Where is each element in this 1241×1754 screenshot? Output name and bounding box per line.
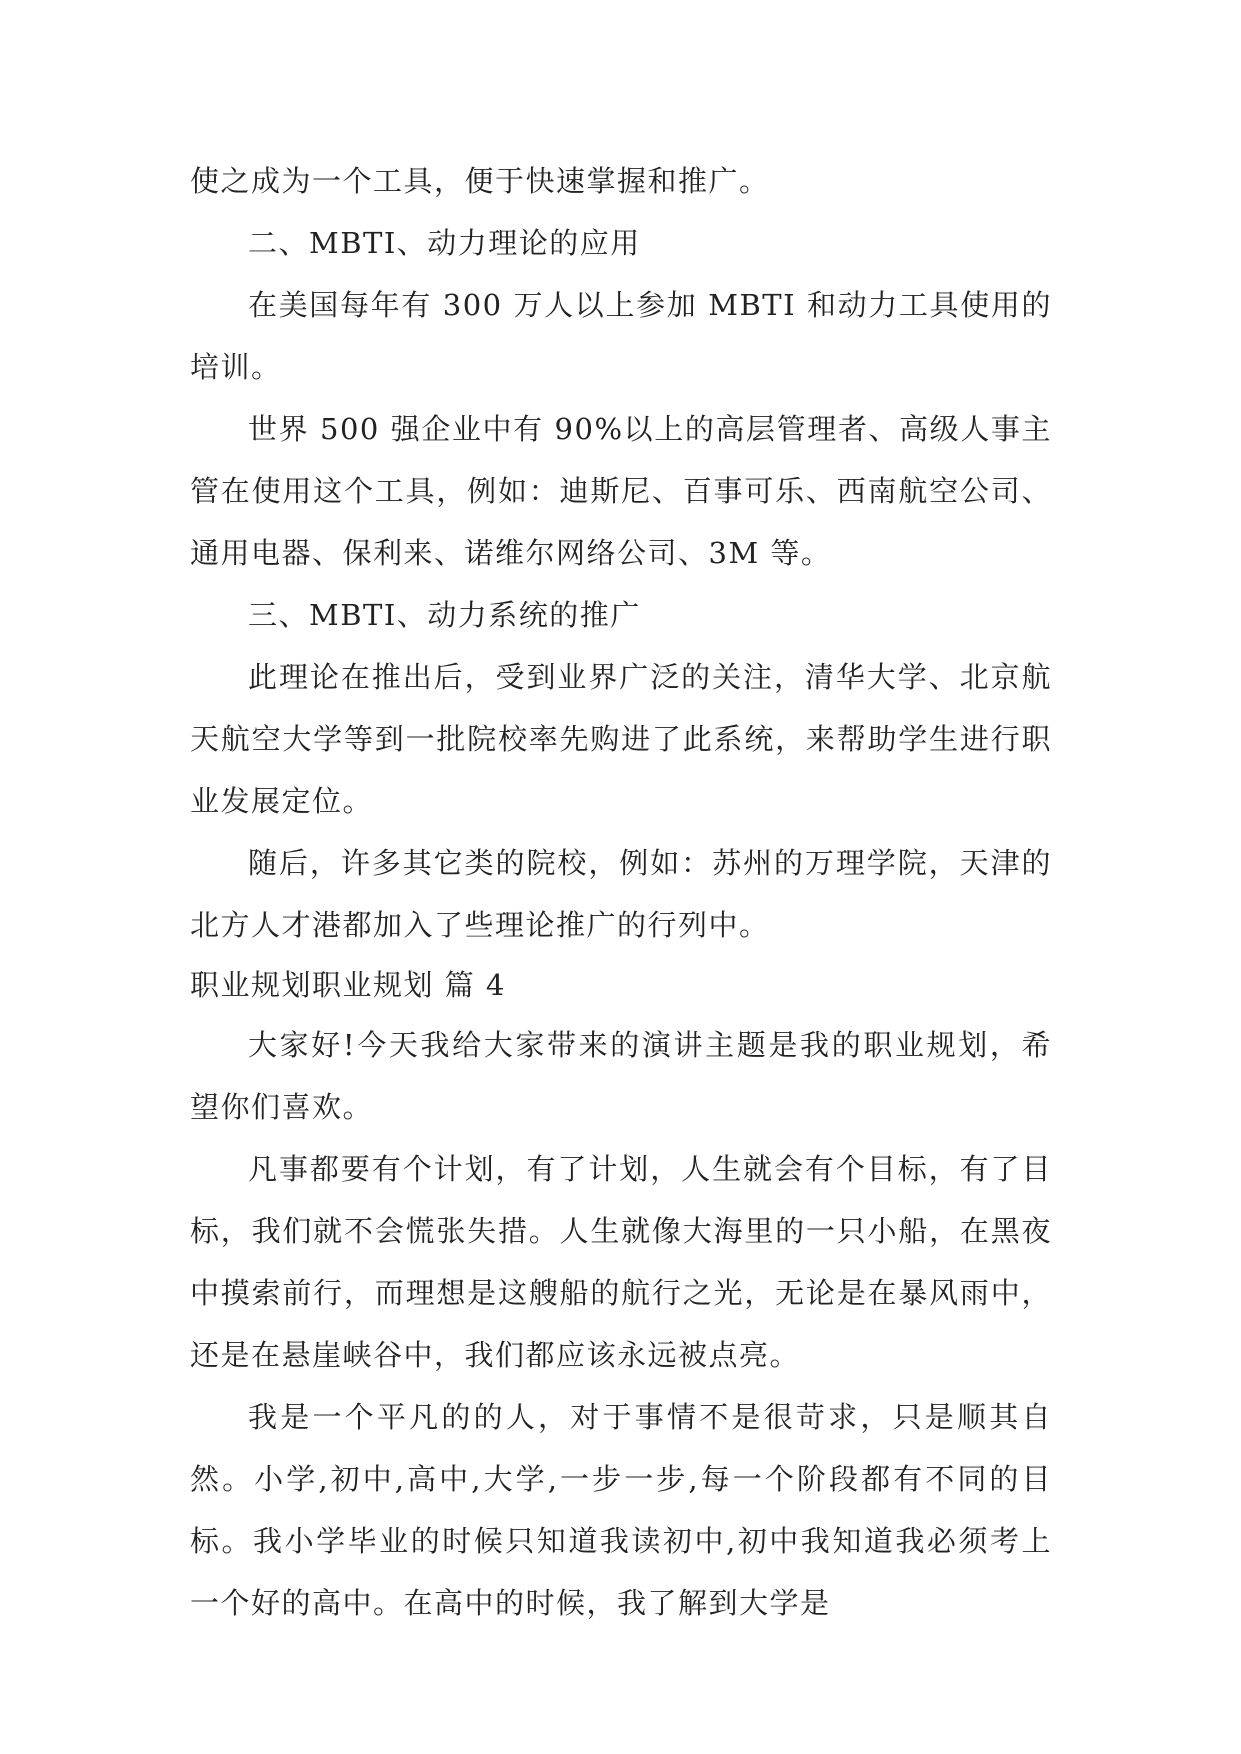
subheading-promotion: 三、MBTI、动力系统的推广	[248, 598, 641, 632]
paragraph: 在美国每年有 300 万人以上参加 MBTI 和动力工具使用的培训。	[190, 288, 1052, 384]
paragraph: 凡事都要有个计划，有了计划，人生就会有个目标，有了目标，我们就不会慌张失措。人生就像大海里的一只小船，在黑夜中摸索前行，而理想是这艘船的航行之光，无论是在暴风雨中，还是在悬崖峡谷中，我们都应该永远被点亮。	[190, 1152, 1052, 1372]
subheading-application: 二、MBTI、动力理论的应用	[248, 226, 641, 260]
paragraph: 使之成为一个工具，便于快速掌握和推广。	[190, 164, 770, 198]
section-heading: 职业规划职业规划 篇 4	[190, 968, 506, 1002]
paragraph: 大家好!今天我给大家带来的演讲主题是我的职业规划，希望你们喜欢。	[190, 1028, 1052, 1124]
paragraph: 世界 500 强企业中有 90%以上的高层管理者、高级人事主管在使用这个工具，例如：迪斯尼、百事可乐、西南航空公司、通用电器、保利来、诺维尔网络公司、3M 等。	[190, 412, 1052, 570]
paragraph: 此理论在推出后，受到业界广泛的关注，清华大学、北京航天航空大学等到一批院校率先购进了此系统，来帮助学生进行职业发展定位。	[190, 660, 1052, 818]
paragraph: 我是一个平凡的的人，对于事情不是很苛求，只是顺其自然。小学,初中,高中,大学,一步一步,每一个阶段都有不同的目标。我小学毕业的时候只知道我读初中,初中我知道我必须考上一个好的高中。在高中的时候，我了解到大学是	[190, 1400, 1052, 1620]
document-body	[190, 150, 1052, 1634]
paragraph: 随后，许多其它类的院校，例如：苏州的万理学院，天津的北方人才港都加入了些理论推广的行列中。	[190, 846, 1052, 942]
